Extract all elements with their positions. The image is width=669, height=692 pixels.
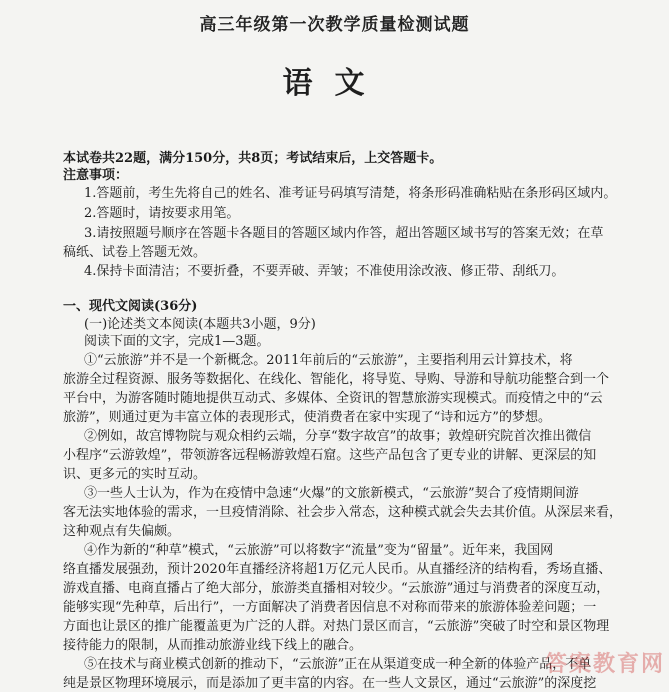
watermark: 答案教育网 <box>544 652 665 677</box>
passage-line: 能够实现“先种草，后出行”，一方面解决了消费者因信息不对称而带来的旅游体验差问题；一 <box>63 600 597 615</box>
section-heading: 一、现代文阅读(36分) <box>63 299 198 314</box>
passage-line: 接待能力的限制，从而推动旅游业线下线上的融合。 <box>63 638 363 653</box>
passage-line: 平台中，为游客随时随地提供互动式、多媒体、全资讯的智慧旅游实现模式。而疫情之中的“云 <box>63 391 603 406</box>
notice-heading: 注意事项： <box>63 168 129 183</box>
notice-item: 3.请按照题号顺序在答题卡各题目的答题区域内作答，超出答题区域书写的答案无效；在草 <box>84 226 604 241</box>
passage-line: ③一些人士认为，作为在疫情中急速“火爆”的文旅新模式，“云旅游”契合了疫情期间游 <box>84 486 579 501</box>
passage-line: 客无法实地体验的需求，一旦疫情消除、社会步入常态，这种模式就会失去其价值。从深层来看， <box>63 505 623 520</box>
exam-title: 高三年级第一次教学质量检测试题 <box>199 15 470 35</box>
passage-line: 络直播发展强劲，预计2020年直播经济将超1万亿元人民币。从直播经济的结构看，秀场直播、 <box>63 562 612 577</box>
notice-item: 4.保持卡面清洁；不要折叠，不要弄破、弄皱；不准使用涂改液、修正带、刮纸刀。 <box>84 264 565 279</box>
passage-line: ④作为新的“种草”模式，“云旅游”可以将数字“流量”变为“留量”。近年来，我国网 <box>84 543 554 558</box>
passage-line: ⑤在技术与商业模式创新的推动下，“云旅游”正在从渠道变成一种全新的体验产品，不单 <box>84 657 592 672</box>
passage-line: 游戏直播、电商直播占了绝大部分，旅游类直播相对较少。“云旅游”通过与消费者的深度互动， <box>63 581 610 596</box>
passage-line: 纯是景区物理环境展示，而是添加了更丰富的内容。在一些人文景区，通过“云旅游”的深度挖 <box>63 676 597 691</box>
passage-line: 这种观点有失偏颇。 <box>63 524 181 539</box>
subject-title: 语文 <box>282 66 387 101</box>
exam-summary: 本试卷共22题，满分150分，共8页；考试结束后，上交答题卡。 <box>63 151 443 166</box>
passage-line: 识、更多元的实时互动。 <box>63 467 207 482</box>
passage-line: 旅游”，则通过更为丰富立体的表现形式，使消费者在家中实现了“诗和远方”的梦想。 <box>63 410 551 425</box>
notice-item: 2.答题时，请按要求用笔。 <box>84 206 240 221</box>
passage-line: 小程序“云游敦煌”，带领游客远程畅游敦煌石窟。这些产品包含了更专业的讲解、更深层的知 <box>63 448 597 463</box>
notice-item: 稿纸、试卷上答题无效。 <box>63 245 207 260</box>
notice-item: 1.答题前，考生先将自己的姓名、准考证号码填写清楚，将条形码准确粘贴在条形码区域内。 <box>84 186 617 201</box>
passage-line: 方面也让景区的推广能覆盖更为广泛的人群。对热门景区而言，“云旅游”突破了时空和景区物理 <box>63 619 610 634</box>
passage-line: ①“云旅游”并不是一个新概念。2011年前后的“云旅游”，主要指利用云计算技术，将 <box>84 353 573 368</box>
section-subheading: (一)论述类文本阅读(本题共3小题，9分) <box>84 317 316 332</box>
passage-line: ②例如，故宫博物院与观众相约云端，分享“数字故宫”的故事；敦煌研究院首次推出微信 <box>84 429 592 444</box>
section-instruction: 阅读下面的文字，完成1—3题。 <box>84 334 270 349</box>
passage-line: 旅游全过程资源、服务等数据化、在线化、智能化，将导览、导购、导游和导航功能整合到一个 <box>63 372 610 387</box>
